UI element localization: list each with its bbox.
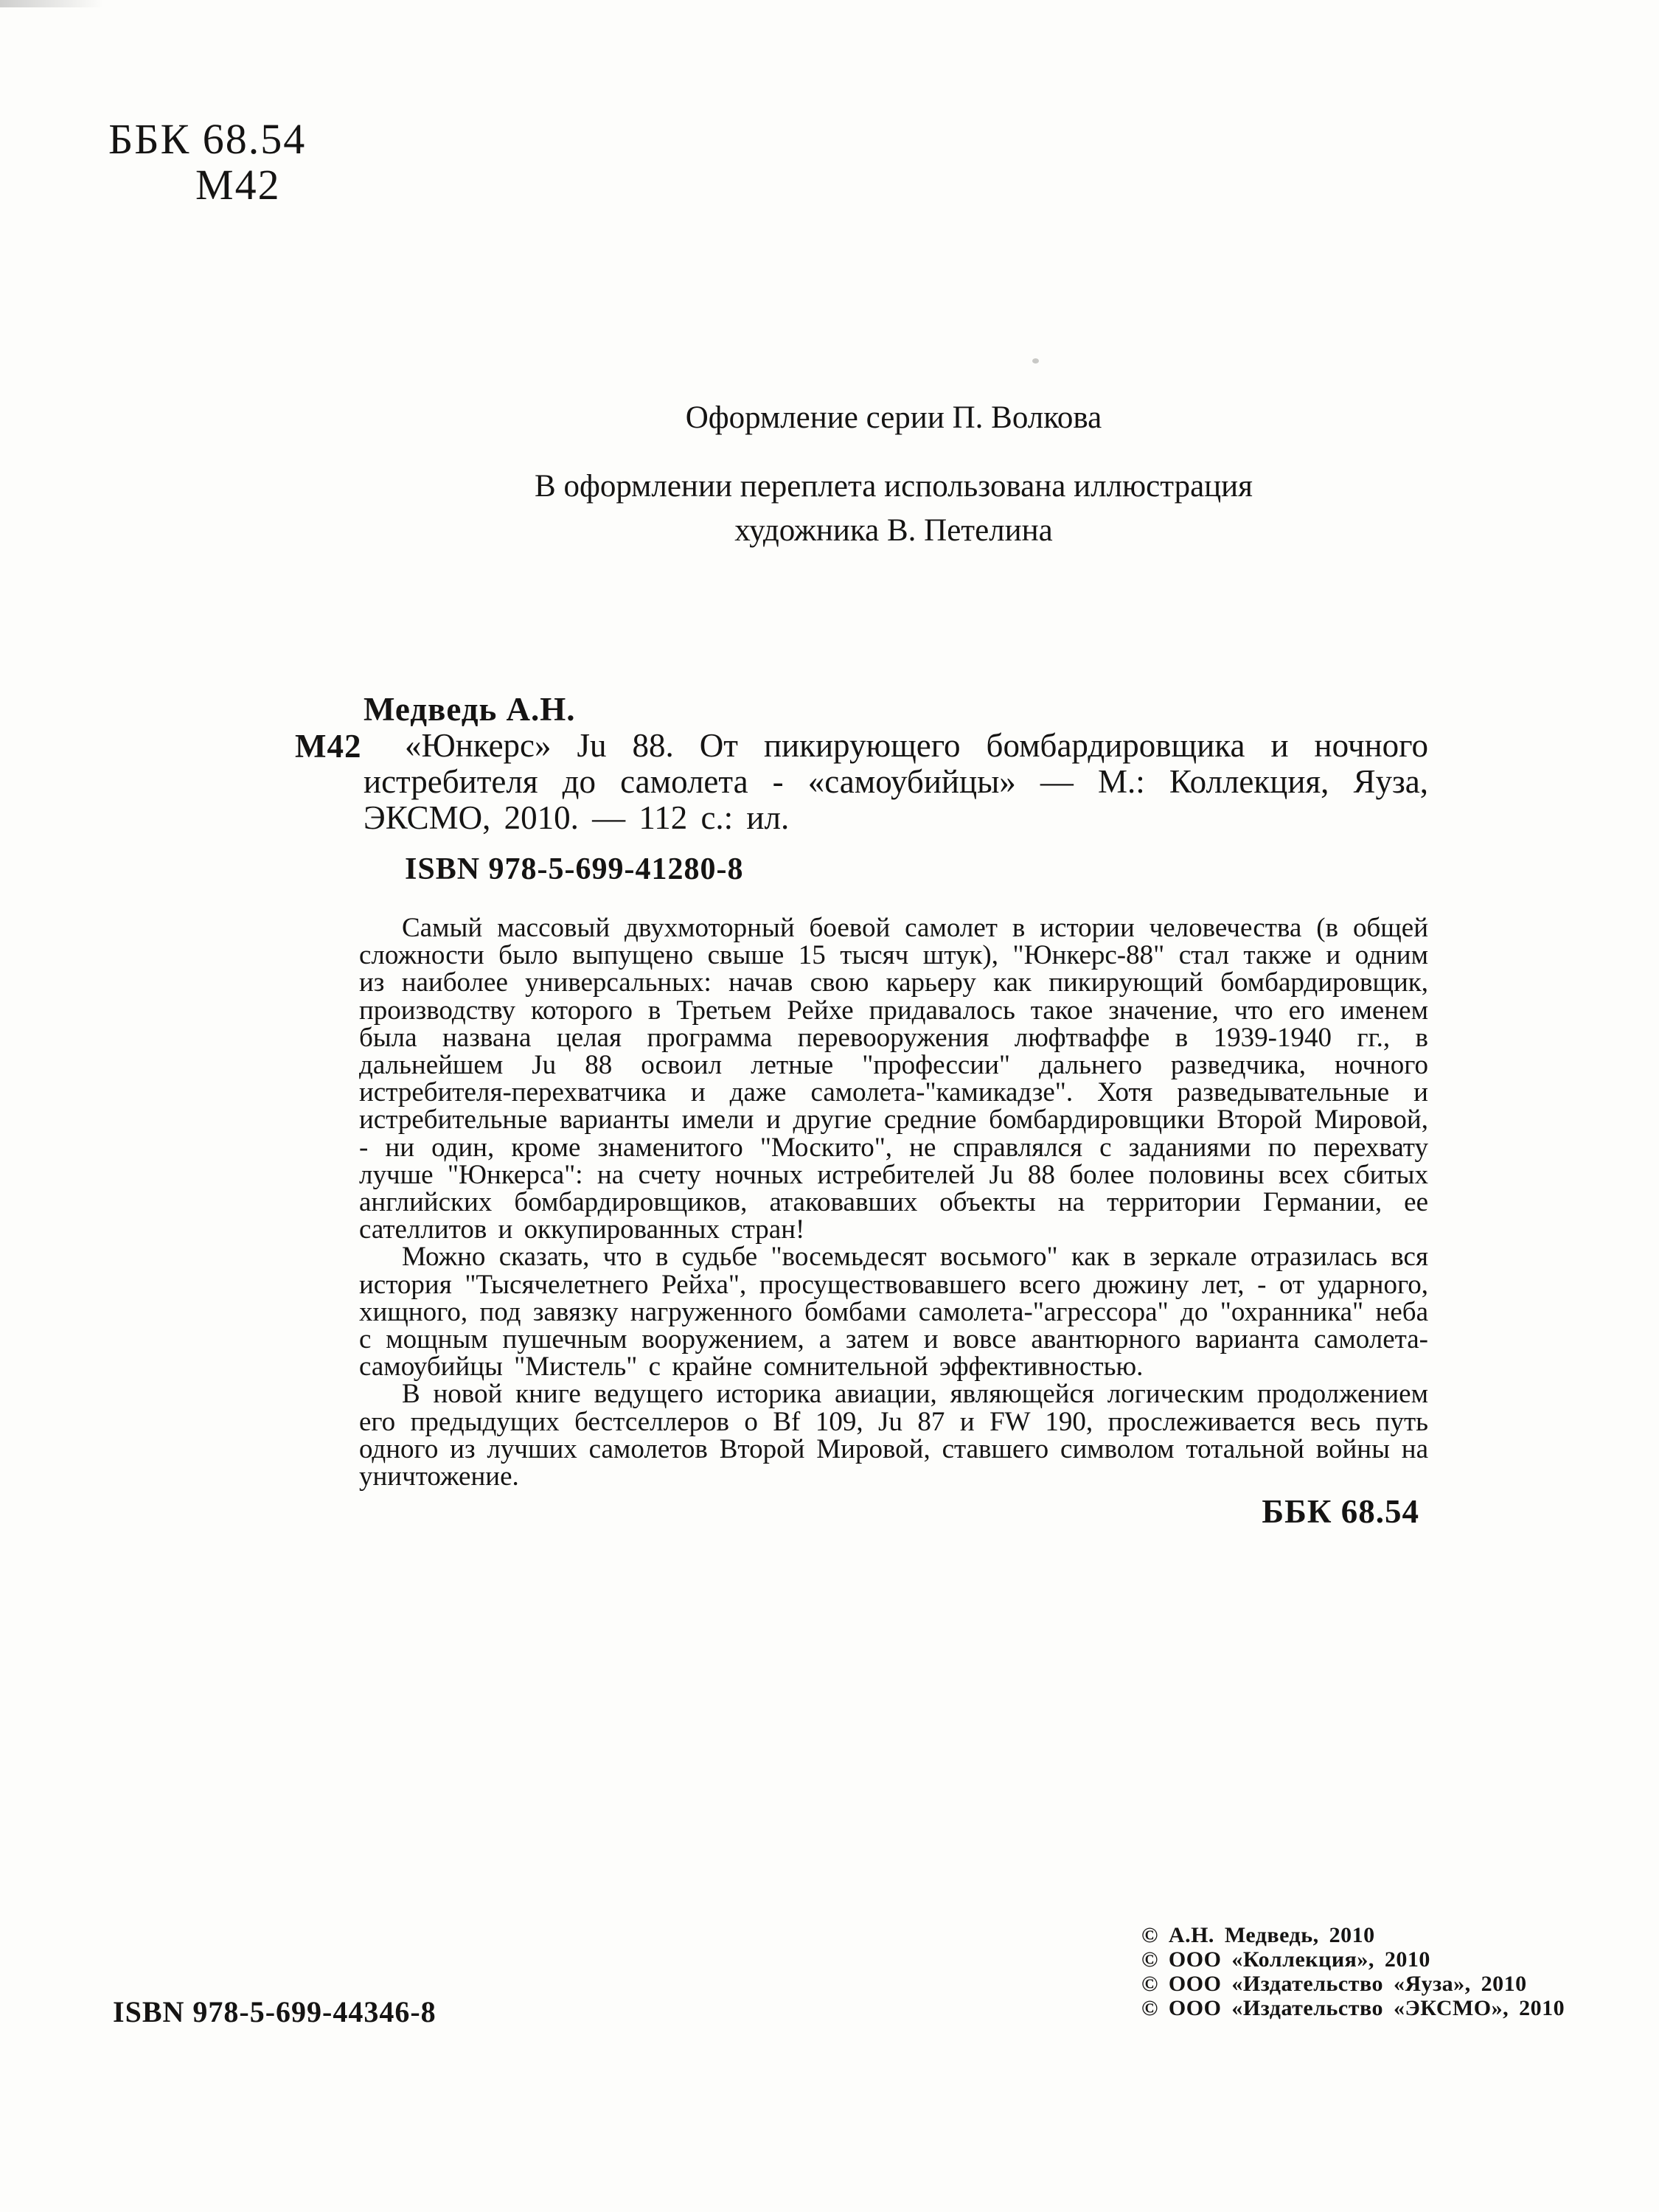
bbk-classification-top [108,116,306,208]
catalog-entry-body [295,728,1428,836]
cover-credit-line1: В оформлении переплета использована иллюстрация [535,469,1253,504]
copyright-line-yauza: © ООО «Издательство «Яуза», 2010 [1141,1972,1527,1996]
series-credits-block [359,398,1428,553]
cover-credit-line2: художника В. Петелина [734,513,1053,548]
cover-illustration-credit [359,465,1428,553]
annotation-paragraph-3: В новой книге ведущего историка авиации, являющейся логическим продолжением его предыдущих бестселлеров о Bf 109, Ju 87 и FW 190, прослеживается весь путь одного из лучших самолетов Второй Мировой, ставшего символом тотальной войны на уничтожение. [359,1379,1428,1492]
bbk-code-top: ББК 68.54 [108,115,307,163]
series-design-credit: Оформление серии П. Волкова [685,400,1102,435]
bbk-classification-bottom: ББК 68.54 [1262,1493,1419,1530]
isbn-hardcover: ISBN 978-5-699-41280-8 [405,852,744,886]
catalog-entry-block [295,692,1428,836]
copyright-line-author: © А.Н. Медведь, 2010 [1141,1923,1375,1947]
isbn-footer: ISBN 978-5-699-44346-8 [113,1995,437,2028]
copyright-block [1141,1923,1565,2020]
annotation-paragraph-2: Можно сказать, что в судьбе "восемьдесят восьмого" как в зеркале отразилась вся история "Тысячелетнего Рейха", просуществовавшего всего дюжину лет, - от ударного, хищного, под завязку нагруженного бомбами самолета-"агрессора" до "охранника" неба с мощным пушечным вооружением, а затем и вовсе авантюрного варианта самолета-самоубийцы "Мистель" с крайне сомнительной эффективностью. [359,1242,1428,1382]
scan-edge-artifact [0,0,103,7]
annotation-paragraph-1: Самый массовый двухмоторный боевой самолет в истории человечества (в общей сложности было выпущено свыше 15 тысяч штук), "Юнкерс-88" стал также и одним из наиболее универсальных: начав свою карьеру как пикирующий бомбардировщик, производству которого в Третьем Рейхе придавалось такое значение, что его именем была названа целая программа перевооружения люфтваффе в 1939-1940 гг., в дальнейшем Ju 88 освоил летные "профессии" дальнего разведчика, ночного истребителя-перехватчика и даже самолета-"камикадзе". Хотя разведывательные и истребительные варианты имели и другие средние бомбардировщики Второй Мировой, - ни один, кроме знаменитого "Москито", не справлялся с заданиями по перехвату лучше "Юнкерса": на счету ночных истребителей Ju 88 более половины всех сбитых английских бомбардировщиков, атаковавших объекты на территории Германии, ее сателлитов и оккупированных стран! [359,913,1428,1245]
author-sign-code-top: М42 [195,161,281,209]
annotation-block [359,914,1428,1490]
catalog-author: Медведь А.Н. [364,691,576,728]
copyright-line-kollektsiya: © ООО «Коллекция», 2010 [1141,1947,1430,1972]
catalog-description: «Юнкерс» Ju 88. От пикирующего бомбардировщика и ночного истребителя до самолета - «самоубийцы» — М.: Коллекция, Яуза, ЭКСМО, 2010. — 112 с.: ил. [364,727,1428,836]
catalog-index-code: М42 [295,728,362,765]
copyright-line-eksmo: © ООО «Издательство «ЭКСМО», 2010 [1141,1996,1565,2020]
scan-speck-artifact [1032,358,1039,364]
